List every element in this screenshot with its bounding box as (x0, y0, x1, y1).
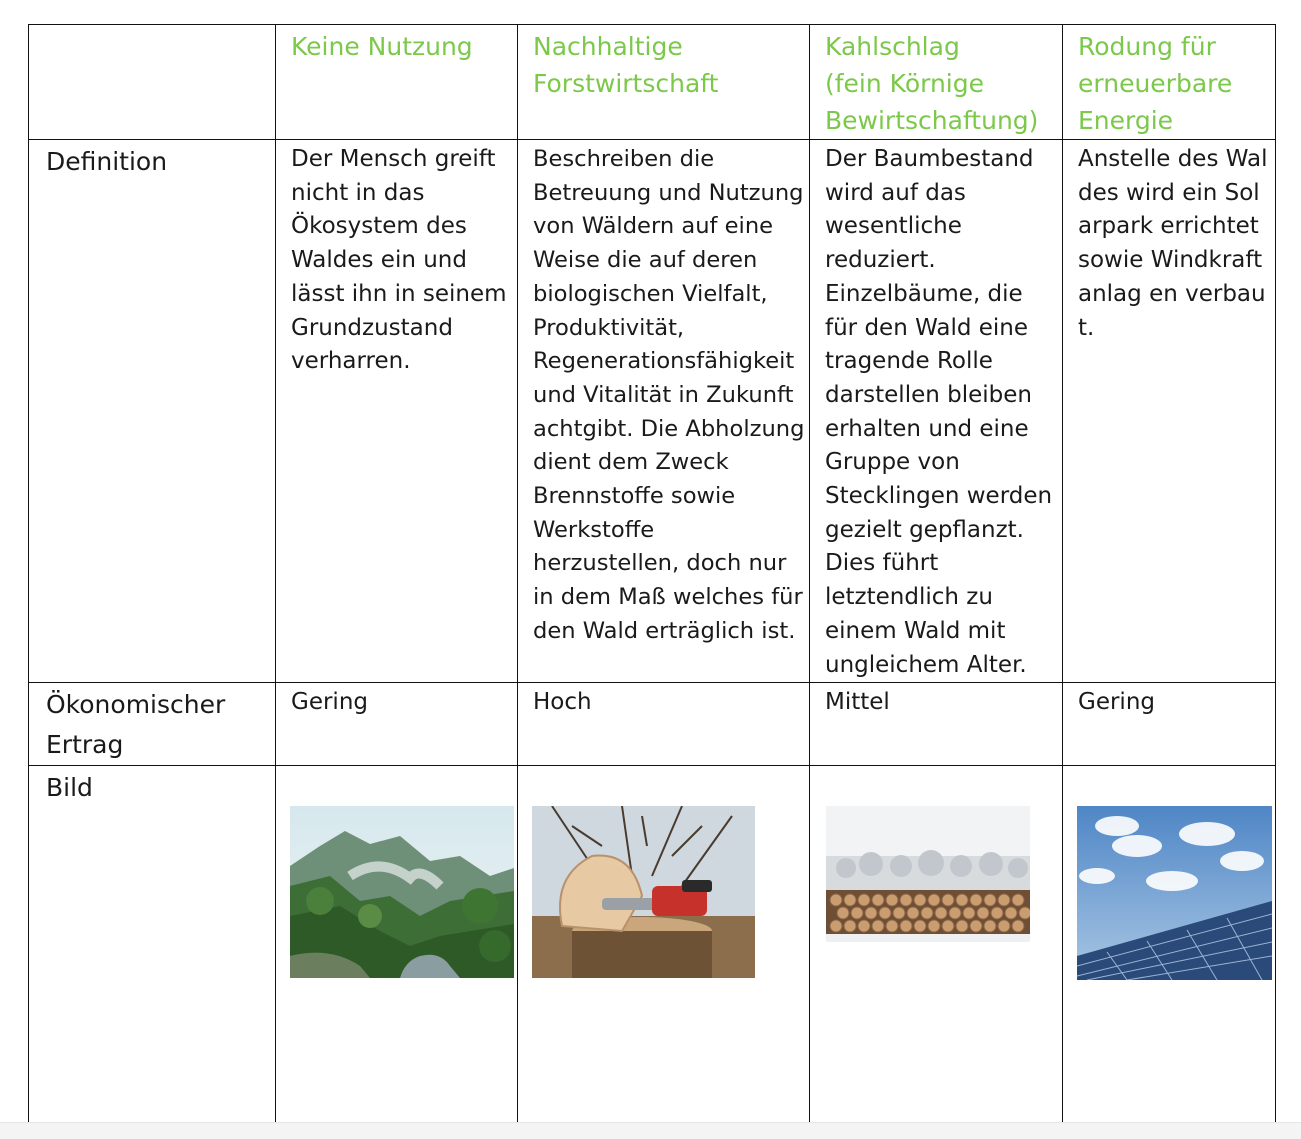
header-line: Forstwirtschaft (533, 69, 719, 98)
row-label-ertrag (29, 683, 276, 766)
bild-row (29, 766, 1276, 1130)
header-line: Rodung für (1078, 32, 1216, 61)
bottom-strip (0, 1122, 1301, 1139)
header-rodung (1063, 25, 1276, 140)
header-keine-nutzung: Keine Nutzung (276, 25, 518, 140)
ertrag-nachhaltige-forstwirtschaft: Hoch (518, 683, 810, 766)
header-nachhaltige-forstwirtschaft (518, 25, 810, 140)
bild-rodung (1063, 766, 1276, 1130)
header-line: Kahlschlag (825, 32, 960, 61)
row-label-definition: Definition (29, 140, 276, 683)
row-label-bild: Bild (29, 766, 276, 1130)
log-pile-photo (826, 806, 1030, 942)
header-row (29, 25, 1276, 140)
header-line: Bewirtschaftung) (825, 106, 1039, 135)
comparison-table (28, 24, 1276, 1130)
definition-rodung: Anstelle des Waldes wird ein Solarpark errichtet sowie Windkraftanlag en verbaut. (1063, 140, 1276, 683)
bild-nachhaltige-forstwirtschaft (518, 766, 810, 1130)
definition-nachhaltige-forstwirtschaft: Beschreiben die Betreuung und Nutzung von Wäldern auf eine Weise die auf deren biologischen Vielfalt, Produktivität, Regenerationsfähigkeit und Vitalität in Zukunft achtgibt. Die Abholzung dient dem Zweck Brennstoffe sowie Werkstoffe herzustellen, doch nur in dem Maß welches für den Wald erträglich ist. (518, 140, 810, 683)
ertrag-row (29, 683, 1276, 766)
definition-row (29, 140, 1276, 683)
bild-kahlschlag (810, 766, 1063, 1130)
header-kahlschlag (810, 25, 1063, 140)
ertrag-rodung: Gering (1063, 683, 1276, 766)
header-line: Nachhaltige (533, 32, 683, 61)
header-empty-cell (29, 25, 276, 140)
header-line: (fein Körnige (825, 69, 984, 98)
definition-keine-nutzung: Der Mensch greift nicht in das Ökosystem des Waldes ein und lässt ihn in seinem Grundzustand verharren. (276, 140, 518, 683)
header-line: Energie (1078, 106, 1174, 135)
ertrag-keine-nutzung: Gering (276, 683, 518, 766)
header-line: erneuerbare (1078, 69, 1233, 98)
row-label-line: Ertrag (46, 730, 124, 760)
solar-panels-photo (1077, 806, 1272, 980)
mountain-forest-photo (290, 806, 514, 978)
chainsaw-stump-photo (532, 806, 755, 978)
definition-kahlschlag: Der Baumbestand wird auf das wesentliche reduziert. Einzelbäume, die für den Wald eine tragende Rolle darstellen bleiben erhalten und eine Gruppe von Stecklingen werden gezielt gepflanzt. Dies führt letztendlich zu einem Wald mit ungleichem Alter. (810, 140, 1063, 683)
row-label-line: Ökonomischer (46, 690, 226, 720)
ertrag-kahlschlag: Mittel (810, 683, 1063, 766)
bild-keine-nutzung (276, 766, 518, 1130)
